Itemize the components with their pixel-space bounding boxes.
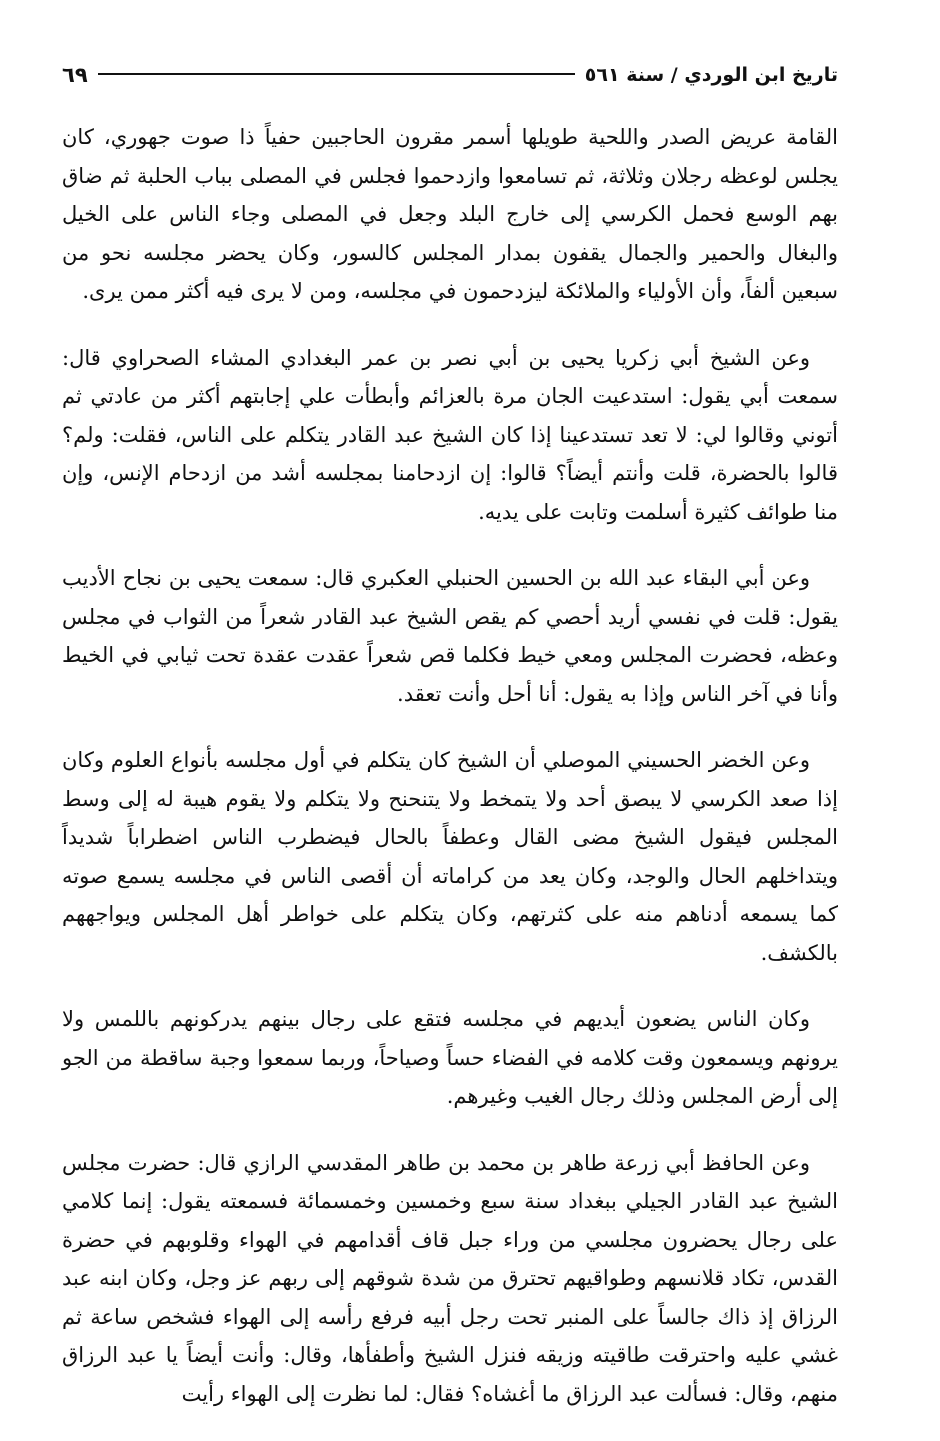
- header-rule: [98, 55, 575, 75]
- page-body: [62, 118, 838, 1441]
- page-number: ٦٩: [62, 63, 88, 87]
- paragraph-6: وعن الحافظ أبي زرعة طاهر بن محمد بن طاهر المقدسي الرازي قال: حضرت مجلس الشيخ عبد القادر الجيلي ببغداد سنة سبع وخمسين وخمسمائة فسمعته يقول: إنما كلامي على رجال يحضرون مجلسي من وراء جبل قاف أقدامهم في الهواء وقلوبهم في حضرة القدس، تكاد قلانسهم وطواقيهم تحترق من شدة شوقهم إلى ربهم عز وجل، وكان ابنه عبد الرزاق إذ ذاك جالساً على المنبر تحت رجل أبيه فرفع رأسه إلى الهواء فشخص ساعة ثم غشي عليه واحترقت طاقيته وزيقه فنزل الشيخ وأطفأها، وقال: وأنت أيضاً يا عبد الرزاق منهم، وقال: فسألت عبد الرزاق ما أغشاه؟ فقال: لما نظرت إلى الهواء رأيت: [62, 1150, 838, 1406]
- paragraph-3: وعن أبي البقاء عبد الله بن الحسين الحنبلي العكبري قال: سمعت يحيى بن نجاح الأديب يقول: قلت في نفسي أريد أحصي كم يقص الشيخ عبد القادر شعراً من الثواب في مجلس وعظه، فحضرت المجلس ومعي خيط فكلما قص شعراً عقدت عقدة تحت ثيابي في الخيط وأنا في آخر الناس وإذا به يقول: أنا أحل وأنت تعقد.: [62, 566, 838, 706]
- paragraph-2: وعن الشيخ أبي زكريا يحيى بن أبي نصر بن عمر البغدادي المشاء الصحراوي قال: سمعت أبي يقول: استدعيت الجان مرة بالعزائم وأبطأت علي إجابتهم أكثر من عادتي ثم أتوني وقالوا لي: لا تعد تستدعينا إذا كان الشيخ عبد القادر يتكلم على الناس، فقلت: ولم؟ قالوا بالحضرة، قلت وأنتم أيضاً؟ قالوا: إن ازدحامنا بمجلسه أشد من ازدحام الإنس، وإن منا طوائف كثيرة أسلمت وتابت على يديه.: [62, 345, 838, 524]
- header-title: تاريخ ابن الوردي / سنة ٥٦١: [584, 64, 838, 86]
- paragraph-1: القامة عريض الصدر واللحية طويلها أسمر مقرون الحاجبين حفياً ذا صوت جهوري، كان يجلس لوعظه رجلان وثلاثة، ثم تسامعوا وازدحموا فجلس في المصلى بباب الحلبة ثم ضاق بهم الوسع فحمل الكرسي إلى خارج البلد وجعل في المصلى وجاء الناس على الخيل والبغال والحمير والجمال يقفون بمدار المجلس كالسور، وكان يحضر مجلسه نحو من سبعين ألفاً، وأن الأولياء والملائكة ليزدحمون في مجلسه، ومن لا يرى فيه أكثر ممن يرى.: [62, 125, 838, 303]
- paragraph-5: وكان الناس يضعون أيديهم في مجلسه فتقع على رجال بينهم يدركونهم باللمس ولا يرونهم ويسمعون وقت كلامه في الفضاء حساً وصياحاً، وربما سمعوا وجبة ساقطة من الجو إلى أرض المجلس وذلك رجال الغيب وغيرهم.: [62, 1007, 838, 1108]
- running-header: [62, 55, 838, 95]
- paragraph-4: وعن الخضر الحسيني الموصلي أن الشيخ كان يتكلم في أول مجلسه بأنواع العلوم وكان إذا صعد الكرسي لا يبصق أحد ولا يتمخط ولا يتنحنح ولا يتكلم ولا يقوم هيبة له إلى وسط المجلس فيقول الشيخ مضى القال وعطفاً بالحال فيضطرب الناس اضطراباً شديداً ويتداخلهم الحال والوجد، وكان يعد من كراماته أن أقصى الناس في مجلسه يسمع صوته كما يسمعه أدناهم منه على كثرتهم، وكان يتكلم على خواطر أهل المجلس ويواجههم بالكشف.: [62, 748, 838, 965]
